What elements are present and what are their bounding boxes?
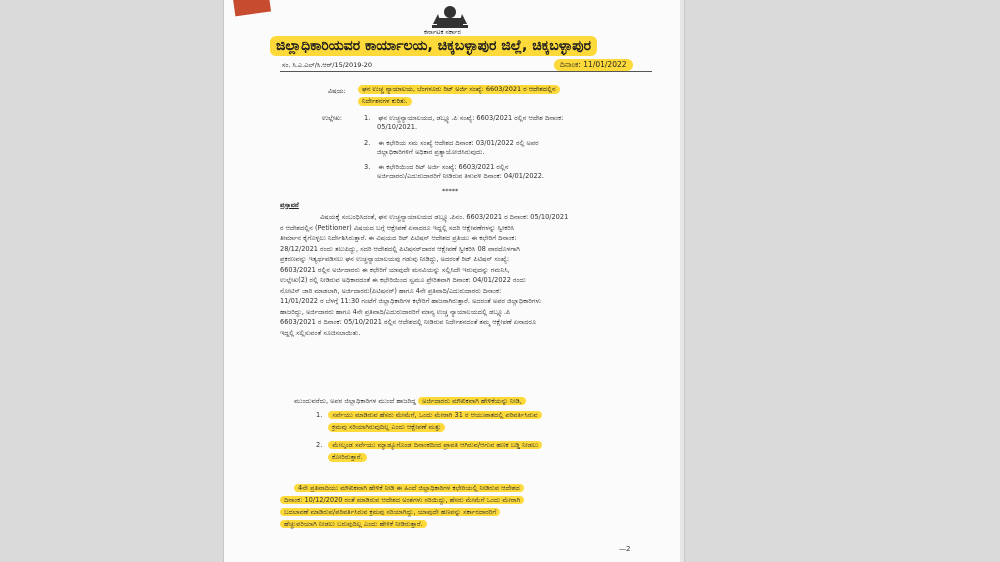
preamble-line: 6603/2021 ರಲ್ಲಿನ ಅರ್ಜಿದಾರರು ಈ ಕಛೇರಿಗೆ ಯಾವುದೇ ಮನವಿಯನ್ನು ಸಲ್ಲಿಸಿದೇ ಇರುವುದನ್ನು ಗಮನಿಸಿ, bbox=[280, 265, 510, 274]
continued-intro bbox=[294, 397, 526, 406]
reference-text: ಅರ್ಜಿದಾರರು/ಎದುರುದಾರರಿಗೆ ನೀಡಿರುವ ತಿಳುವಳಿ ದಿನಾಂಕ: 04/01/2022. bbox=[377, 172, 545, 180]
separator-stars: ***** bbox=[442, 187, 459, 195]
reference-number: ಸಂ. ಸಿ.ಎ.ಎಲ್/ಸಿ.ಆರ್/15/2019-20 bbox=[282, 61, 373, 69]
reference-text: ಘನ ಉಚ್ಚನ್ಯಾಯಾಲಯದ, ಡಬ್ಲ್ಯೂ.ಪಿ ಸಂಖ್ಯೆ: 6603/2021 ರಲ್ಲಿನ ಆದೇಶ ದಿನಾಂಕ: bbox=[378, 114, 564, 122]
preamble-line: ವಿಷಯಕ್ಕೆ ಸಂಬಂಧಿಸಿದಂತೆ, ಘನ ಉಚ್ಚನ್ಯಾಯಾಲಯದ ಡಬ್ಲ್ಯೂ.ಪಿನಂ. 6603/2021 ರ ದಿನಾಂಕ: 05/10/2021 bbox=[320, 213, 569, 221]
point-item-1 bbox=[316, 411, 542, 432]
final-line: ಹೆಚ್ಚುವರಿಯಾಗಿ ನೀಡಲು ಬರುವುದಿಲ್ಲ ಎಂದು ಹೇಳಿಕೆ ನೀಡಿರುತ್ತಾರೆ. bbox=[280, 520, 427, 528]
issue-date bbox=[554, 59, 633, 71]
preamble-heading: ಪ್ರಸ್ತಾವನೆ bbox=[280, 201, 299, 209]
reference-num: 1. bbox=[364, 114, 371, 122]
preamble-paragraph bbox=[280, 212, 650, 338]
point-num: 1. bbox=[316, 411, 323, 419]
preamble-line: 11/01/2022 ರ ಬೆಳಗ್ಗೆ 11:30 ಗಂಟೆಗೆ ಜಿಲ್ಲಾಧಿಕಾರಿಗಳ ಕಛೇರಿಗೆ ಹಾಜರಾಗಿರುತ್ತಾರೆ. ಅದರಂತೆ ಅಪರ ಜಿಲ್ಲಾಧಿಕಾರಿಗಳು bbox=[280, 297, 542, 305]
point-text: ಮೇಲ್ಕಂಡ ಸರ್ವೆಯು ಮ್ಯಾಡ್ಯೂಗೊಂಡ ದಿನಾಂಕದಿಂದ ಪ್ರಾವತಿ ಆಗಿರುವ/ಆಗುವ ಹಣಕ ಬಡ್ಡಿ ನೀಡಲು bbox=[328, 441, 542, 449]
govt-label: ಕರ್ನಾಟಕ ಸರ್ಕಾರ bbox=[424, 28, 461, 36]
document-page bbox=[224, 0, 684, 562]
continued-intro-highlight: ಅರ್ಜಿದಾರರು ಮೌಖಿಕವಾಗಿ ಹೇಳಿಕೆಯನ್ನು ನೀಡಿ, bbox=[418, 397, 526, 405]
point-num: 2. bbox=[316, 441, 323, 449]
preamble-line: 6603/2021 ರ ದಿನಾಂಕ: 05/10/2021 ರಲ್ಲಿನ ಆದೇಶದಲ್ಲಿ ನೀಡಿರುವ ನಿರ್ದೇಶನದಂತೆ ತಮ್ಮ ಆಕ್ಷೇಪಣೆ ಏನಾದರೂ bbox=[280, 318, 537, 326]
reference-label: ಉಲ್ಲೇಖ: bbox=[322, 114, 343, 122]
reference-text: ಈ ಕಛೇರಿಯ ಸಮ ಸಂಖ್ಯೆ ಆದೇಶದ ದಿನಾಂಕ: 03/01/2022 ರಲ್ಲಿ ಅಪರ bbox=[378, 139, 539, 147]
preamble-line: ತೀರ್ಮಾನ ಕೈಗೊಳ್ಳಲು ನಿರ್ದೇಶಿಸಿರುತ್ತಾರೆ. ಈ ವಿಷಯದ ರಿಟ್ ಪಿಟಿಷನ್ ಆದೇಶದ ಪ್ರತಿಯು ಈ ಕಛೇರಿಗೆ ದಿನಾಂಕ: bbox=[280, 234, 517, 242]
reference-num: 3. bbox=[364, 163, 371, 171]
red-stamp-mark bbox=[233, 0, 271, 16]
subject-line-1: ಘನ ಉಚ್ಚ ನ್ಯಾಯಾಲಯ, ಬೆಂಗಳೂರು ರಿಟ್ ಅರ್ಜಿ ಸಂಖ್ಯೆ: 6603/2021 ರ ಆದೇಶದಲ್ಲಿನ bbox=[358, 85, 560, 94]
final-line: ದಿನಾಂಕ: 10/12/2020 ರಂತೆ ಮಾಡಿರುವ ಆದೇಶದ ಅಂಶಗಳು ಸರಿಯಿದ್ದು, ಹೆಸರು ಮೇಮೆಗೆ ಒಂದು ಮೇರಾಗಿ bbox=[280, 496, 524, 504]
reference-item-3 bbox=[364, 163, 544, 181]
final-line: ಬದಲಾವಣೆ ಮಾಡಿರುವ/ಪರಿವರ್ತಿಸಿರುವ ಕ್ರಮವು ಸರಿಯಾಗಿದ್ದು, ಯಾವುದೇ ಹಣವನ್ನು ಸರ್ಕಾರದಾರರಿಗೆ bbox=[280, 508, 500, 516]
preamble-line: ಪ್ರಕರಣವನ್ನು ಇತ್ಯರ್ಥಪಡಿಸಲು ಘನ ಉಚ್ಚನ್ಯಾಯಾಲಯವು ಗಡುವು ನೀಡಿದ್ದು, ಅದರಂತೆ ರಿಟ್ ಪಿಟಿಷನ್ ಸಂಖ್ಯೆ: bbox=[280, 255, 510, 263]
office-title: ಜಿಲ್ಲಾಧಿಕಾರಿಯವರ ಕಾರ್ಯಾಲಯ, ಚಿಕ್ಕಬಳ್ಳಾಪುರ ಜಿಲ್ಲೆ, ಚಿಕ್ಕಬಳ್ಳಾಪುರ bbox=[270, 36, 597, 56]
state-emblem-icon bbox=[429, 4, 471, 30]
reference-item-1 bbox=[364, 114, 563, 131]
reference-text: ಜಿಲ್ಲಾಧಿಕಾರಿಗಳಿಗೆ ಅಧಿಕಾರ ಪ್ರತ್ಯಾಯೋಜಿಸಿರುವುದು. bbox=[377, 148, 485, 156]
point-text: ಕೋರಿರುತ್ತಾರೆ. bbox=[328, 453, 367, 462]
preamble-line: ಇದ್ದಲ್ಲಿ ಸಲ್ಲಿಸುವಂತೆ ಸೂಚಿಸಲಾಯಿತು. bbox=[280, 328, 361, 337]
preamble-line: ಉಲ್ಲೇಖ(2) ರಲ್ಲಿ ನೀಡಿರುವ ಅಧಿಕಾರದಂತೆ ಈ ಕಛೇರಿಯಿಂದ ಸ್ವಮೂ ಪ್ರೇರಿತವಾಗಿ ದಿನಾಂಕ: 04/01/2022 ರಂದು bbox=[280, 276, 526, 284]
header-rule bbox=[280, 71, 652, 72]
reference-num: 2. bbox=[364, 139, 371, 147]
reference-text: 05/10/2021. bbox=[377, 123, 418, 131]
preamble-line: ನೋಟಿಸ್ ಜಾರಿ ಮಾಡಲಾಗಿ, ಅರ್ಜಿದಾರರು(ಪಿಟಿಷನರ್) ಹಾಗೂ 4ನೇ ಪ್ರತಿವಾದಿ/ಎದುರುದಾರರು ದಿನಾಂಕ: bbox=[280, 286, 502, 295]
reference-item-2 bbox=[364, 139, 539, 157]
final-paragraph bbox=[280, 482, 650, 530]
page-number: —2 bbox=[619, 545, 631, 553]
continued-intro-text: ಮುಂದುವರೆದು, ಅಪರ ಜಿಲ್ಲಾಧಿಕಾರಿಗಳ ಮುಂದೆ ಹಾಜರಿದ್ದ bbox=[294, 397, 417, 405]
point-text: ಸರ್ವೆಯು ಮಾಡಿರುವ ಹೆಸರು ಮೇಮೆಗೆ, ಒಂದು ಮೇರಾಗಿ 31 ರ ಆಯುಪಾತದಲ್ಲಿ ಪರಿವರ್ತಿಸಿರುವ bbox=[328, 411, 541, 419]
preamble-line: 28/12/2021 ರಂದು ತಲುಪಿದ್ದು, ಸದರಿ ಆದೇಶದಲ್ಲಿ ಪಿಟಿಷನರ್‌ದಾರರ ಆಕ್ಷೇಪಣೆ ಸ್ವೀಕರಿಸಿ 08 ವಾರದೊಳಗಾಗಿ bbox=[280, 244, 520, 253]
preamble-line: ಹಾಜರಿದ್ದು, ಅರ್ಜಿದಾರರು ಹಾಗೂ 4ನೇ ಪ್ರತಿವಾದಿ/ಎದುರುದಾರರಿಗೆ ಮಾನ್ಯ ಉಚ್ಚ ನ್ಯಾಯಾಲಯದಲ್ಲಿ ಡಬ್ಲ್ಯೂ.ಪಿ bbox=[280, 307, 511, 316]
subject-line-2: ನಿರ್ದೇಶನಗಳ ಕುರಿತು. bbox=[358, 97, 412, 106]
date-value: 11/01/2022 bbox=[583, 60, 627, 69]
point-item-2 bbox=[316, 441, 542, 462]
reference-text: ಈ ಕಛೇರಿಯಿಂದ ರಿಟ್ ಅರ್ಜಿ ಸಂಖ್ಯೆ: 6603/2021 ರಲ್ಲಿನ bbox=[378, 163, 509, 171]
final-line: 4ನೇ ಪ್ರತಿವಾದಿಯು ಮೌಖಿಕವಾಗಿ ಹೇಳಿಕೆ ನೀಡಿ ಈ ಹಿಂದೆ ಜಿಲ್ಲಾಧಿಕಾರಿಗಳ ಕಛೇರಿಯಲ್ಲಿ ನೀಡಿರುವ ಆದೇಶದ bbox=[294, 484, 524, 492]
subject-label: ವಿಷಯ: bbox=[328, 87, 346, 95]
date-label: ದಿನಾಂಕ: bbox=[560, 60, 581, 69]
point-text: ಕ್ರಮವು ಸರಿಯಾಗಿರುವುದಿಲ್ಲ ಎಂದು ಆಕ್ಷೇಪಣೆ ಮತ್ತು bbox=[328, 423, 445, 432]
preamble-line: ರ ಆದೇಶದಲ್ಲಿನ (Petitioner) ವಿಷಯದ ಬಗ್ಗೆ ಆಕ್ಷೇಪಣೆ ಏನಾದರೂ ಇದ್ದಲ್ಲಿ ಸದರಿ ಆಕ್ಷೇಪಣೆಗಳನ್ನು ಸ್ವೀಕರಿಸಿ bbox=[280, 223, 515, 232]
